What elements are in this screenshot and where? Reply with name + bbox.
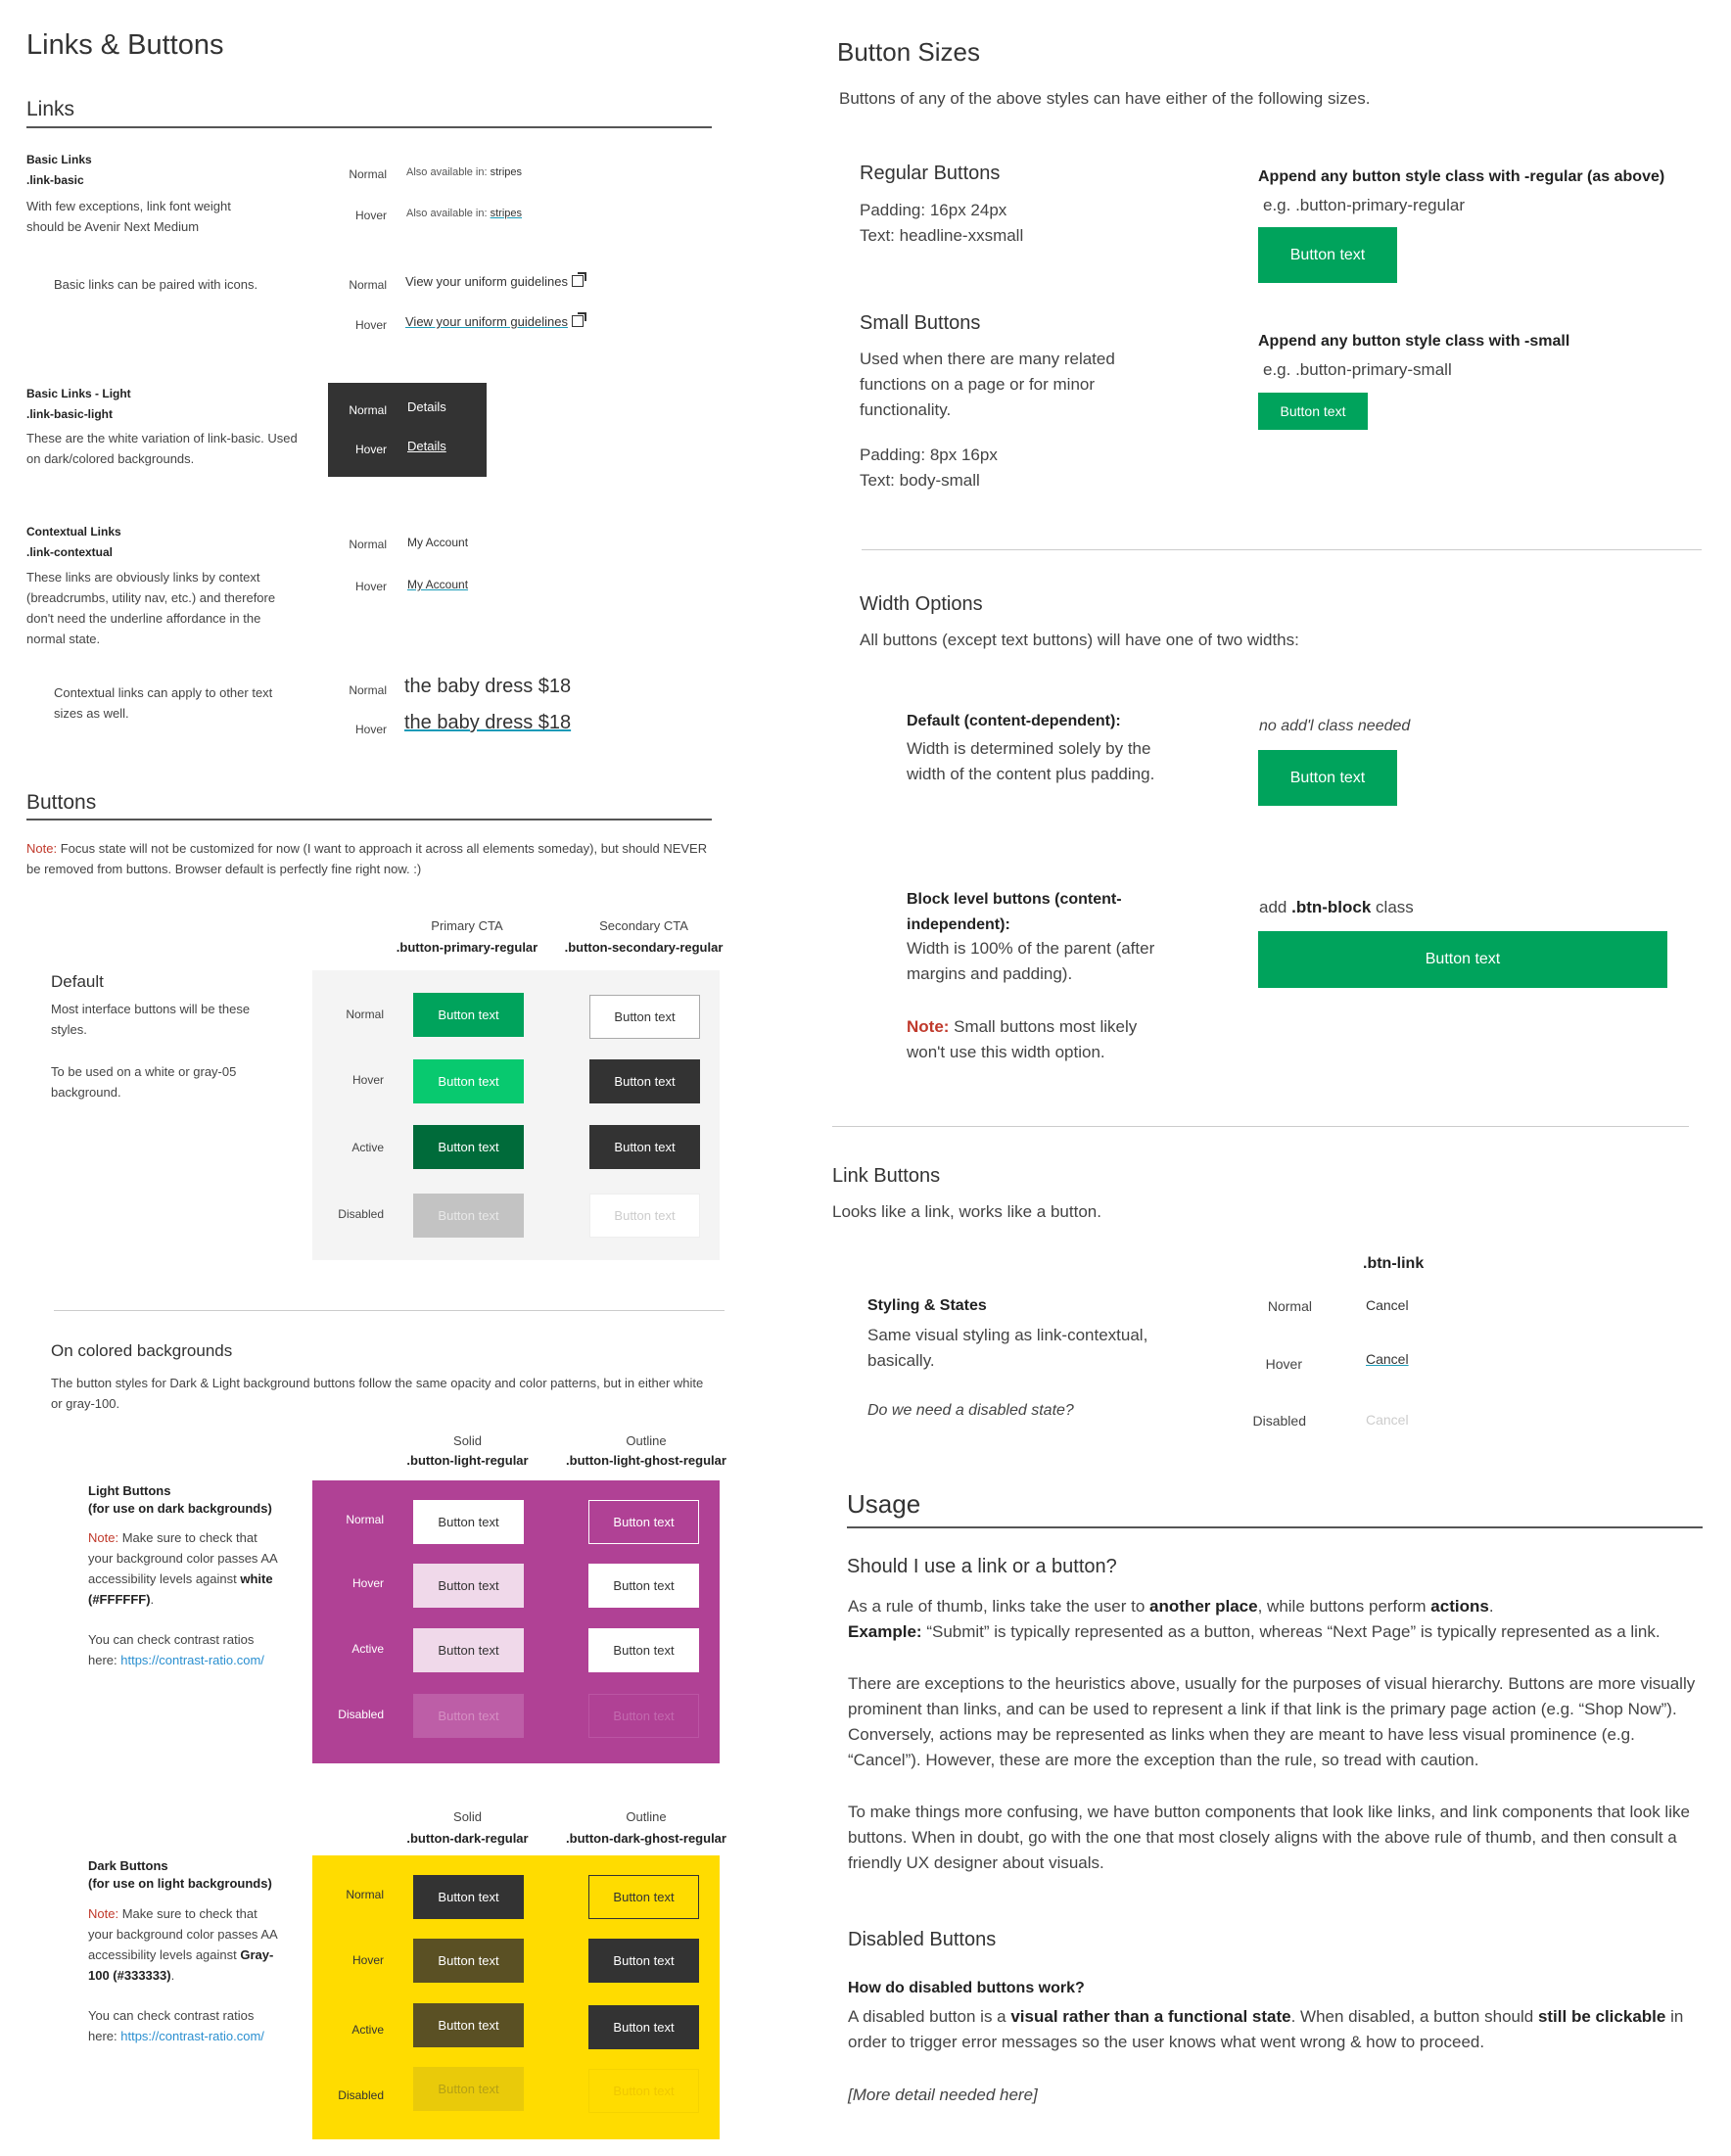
small-buttons-desc: Used when there are many related functions on a page or for minor functionality. xyxy=(860,350,1115,419)
cancel-link-button[interactable]: Cancel xyxy=(1366,1297,1409,1313)
my-account-link[interactable]: My Account xyxy=(407,536,469,549)
dark-ghost-button-hover[interactable]: Button text xyxy=(588,1939,699,1983)
solid-label: Solid xyxy=(453,1433,482,1448)
state-normal: Normal xyxy=(349,403,387,417)
usage-exceptions: There are exceptions to the heuristics above, usually for the purposes of visual hierarchy. Buttons are more visually prominent than links, and can be used to represent a link if that link is the primary page action (e.g. “Shop Now”). Conversely, actions may be represented as links when they are meant to have less visual prominence (e.g. “Cancel”). However, these are more the exception than the rule, so tread with caution. xyxy=(848,1674,1696,1769)
state-disabled: Disabled xyxy=(338,2088,384,2102)
light-links-title: Basic Links - Light xyxy=(26,387,131,400)
dark-button-normal[interactable]: Button text xyxy=(413,1875,524,1919)
dark-buttons-check: You can check contrast ratios here: https://contrast-ratio.com/ xyxy=(88,2008,264,2043)
state-hover: Hover xyxy=(354,723,387,736)
small-example-button[interactable]: Button text xyxy=(1258,393,1368,430)
light-outline-class: .button-light-ghost-regular xyxy=(566,1453,726,1468)
light-button-normal[interactable]: Button text xyxy=(413,1500,524,1544)
styling-states-desc: Same visual styling as link-contextual, basically. xyxy=(867,1326,1148,1370)
secondary-button-active[interactable]: Button text xyxy=(589,1125,700,1169)
stripes-link[interactable]: stripes xyxy=(490,208,523,219)
state-normal: Normal xyxy=(346,1008,384,1021)
contextual-links-title: Contextual Links xyxy=(26,525,121,539)
contrast-ratio-link[interactable]: https://contrast-ratio.com/ xyxy=(120,1653,264,1667)
dark-buttons-note: Note: Make sure to check that your background color passes AA accessibility levels against Gray-100 (#333333). xyxy=(88,1906,277,1983)
divider xyxy=(832,1126,1689,1127)
dark-button-disabled: Button text xyxy=(413,2067,524,2111)
block-width-desc: Width is 100% of the parent (after margins and padding). xyxy=(907,939,1155,983)
regular-append: Append any button style class with -regular (as above) xyxy=(1258,168,1665,185)
also-available-label: Also available in: xyxy=(406,208,488,219)
light-ghost-button-active[interactable]: Button text xyxy=(588,1628,699,1672)
light-buttons-title: Light Buttons xyxy=(88,1483,171,1498)
state-active: Active xyxy=(351,1141,384,1154)
state-normal: Normal xyxy=(346,1888,384,1901)
buttons-rule xyxy=(26,819,712,820)
state-disabled: Disabled xyxy=(1252,1413,1306,1429)
small-buttons-title: Small Buttons xyxy=(860,312,981,334)
secondary-button-normal[interactable]: Button text xyxy=(589,995,700,1039)
text-sizes-desc: Contextual links can apply to other text sizes as well. xyxy=(54,685,273,721)
regular-text: Text: headline-xxsmall xyxy=(860,226,1024,245)
divider xyxy=(862,549,1702,550)
cancel-link-button-hover[interactable]: Cancel xyxy=(1366,1351,1409,1367)
secondary-button-disabled: Button text xyxy=(589,1194,700,1238)
dark-button-hover[interactable]: Button text xyxy=(413,1939,524,1983)
block-width-title: Block level buttons (content-independent): xyxy=(907,891,1122,933)
disabled-question: How do disabled buttons work? xyxy=(848,1980,1085,1996)
state-hover: Hover xyxy=(354,443,387,456)
disabled-buttons-title: Disabled Buttons xyxy=(848,1929,997,1950)
link-buttons-title: Link Buttons xyxy=(832,1165,941,1187)
light-solid-class: .button-light-regular xyxy=(406,1453,529,1468)
divider xyxy=(54,1310,725,1311)
small-example: e.g. .button-primary-small xyxy=(1263,360,1452,379)
styling-states-title: Styling & States xyxy=(867,1297,987,1314)
default-title: Default xyxy=(51,972,104,991)
usage-title: Usage xyxy=(847,1489,921,1519)
state-normal: Normal xyxy=(346,1513,384,1526)
primary-button-normal[interactable]: Button text xyxy=(413,993,524,1037)
basic-links-class: .link-basic xyxy=(26,173,84,187)
button-sizes-intro: Buttons of any of the above styles can have either of the following sizes. xyxy=(839,89,1371,108)
page-title: Links & Buttons xyxy=(26,29,224,61)
contrast-ratio-link[interactable]: https://contrast-ratio.com/ xyxy=(120,2029,264,2043)
small-padding: Padding: 8px 16px xyxy=(860,445,998,464)
outline-label: Outline xyxy=(626,1433,667,1448)
external-link-icon xyxy=(572,315,584,327)
state-hover: Hover xyxy=(351,1953,384,1967)
cancel-link-button-disabled: Cancel xyxy=(1366,1412,1409,1428)
dark-solid-class: .button-dark-regular xyxy=(406,1831,529,1846)
stripes-link[interactable]: stripes xyxy=(490,166,523,178)
state-normal: Normal xyxy=(1267,1298,1312,1314)
primary-button-disabled: Button text xyxy=(413,1194,524,1238)
light-buttons-subtitle: (for use on dark backgrounds) xyxy=(88,1501,272,1516)
light-ghost-button-disabled: Button text xyxy=(588,1694,699,1738)
basic-hover-example xyxy=(406,208,522,219)
usage-rule-of-thumb: As a rule of thumb, links take the user to another place, while buttons perform actions. Example: “Submit” is typically represented as a button, whereas “Next Page” is typically represented as a link. xyxy=(848,1597,1661,1641)
state-hover: Hover xyxy=(1265,1356,1302,1372)
width-options-intro: All buttons (except text buttons) will have one of two widths: xyxy=(860,631,1299,649)
uniform-guidelines-link[interactable]: View your uniform guidelines xyxy=(405,274,584,289)
primary-button-hover[interactable]: Button text xyxy=(413,1059,524,1103)
regular-padding: Padding: 16px 24px xyxy=(860,201,1007,219)
contextual-links-class: .link-contextual xyxy=(26,545,114,559)
state-hover: Hover xyxy=(351,1576,384,1590)
state-normal: Normal xyxy=(349,278,387,292)
details-link-hover[interactable]: Details xyxy=(407,439,446,453)
links-rule xyxy=(26,126,712,128)
basic-links-desc: With few exceptions, link font weight should be Avenir Next Medium xyxy=(26,199,231,234)
external-link-icon xyxy=(572,275,584,287)
light-links-class: .link-basic-light xyxy=(26,407,114,421)
light-links-desc: These are the white variation of link-basic. Used on dark/colored backgrounds. xyxy=(26,431,298,466)
uniform-guidelines-link-hover[interactable]: View your uniform guidelines xyxy=(405,314,584,329)
icons-desc: Basic links can be paired with icons. xyxy=(54,277,258,292)
dark-ghost-button-normal[interactable]: Button text xyxy=(588,1875,699,1919)
colored-desc: The button styles for Dark & Light background buttons follow the same opacity and color patterns, but in either white or gray-100. xyxy=(51,1376,704,1411)
state-disabled: Disabled xyxy=(338,1708,384,1721)
state-normal: Normal xyxy=(349,683,387,697)
width-options-title: Width Options xyxy=(860,593,983,615)
light-button-active[interactable]: Button text xyxy=(413,1628,524,1672)
default-width-button[interactable]: Button text xyxy=(1258,750,1397,806)
state-active: Active xyxy=(351,2023,384,2037)
basic-links-title: Basic Links xyxy=(26,153,92,166)
links-heading: Links xyxy=(26,98,75,120)
outline-label: Outline xyxy=(626,1809,667,1824)
state-hover: Hover xyxy=(351,1073,384,1087)
button-sizes-title: Button Sizes xyxy=(837,37,980,67)
buttons-heading: Buttons xyxy=(26,791,97,814)
baby-dress-link-hover[interactable]: the baby dress $18 xyxy=(404,712,572,733)
state-normal: Normal xyxy=(349,167,387,181)
light-buttons-check: You can check contrast ratios here: https://contrast-ratio.com/ xyxy=(88,1632,264,1667)
default-width-desc: Width is determined solely by the width of the content plus padding. xyxy=(907,739,1155,783)
state-hover: Hover xyxy=(354,209,387,222)
secondary-cta-label: Secondary CTA xyxy=(599,918,688,933)
btn-link-class: .btn-link xyxy=(1363,1255,1425,1272)
disabled-answer: A disabled button is a visual rather than a functional state. When disabled, a button should still be clickable in order to trigger error messages so the user knows what went wrong & how to proceed. xyxy=(848,2007,1684,2051)
small-text: Text: body-small xyxy=(860,471,980,490)
dark-outline-class: .button-dark-ghost-regular xyxy=(566,1831,726,1846)
colored-title: On colored backgrounds xyxy=(51,1341,233,1360)
dark-buttons-subtitle: (for use on light backgrounds) xyxy=(88,1876,272,1891)
light-ghost-button-hover[interactable]: Button text xyxy=(588,1564,699,1608)
baby-dress-link[interactable]: the baby dress $18 xyxy=(404,676,572,697)
also-available-label: Also available in: xyxy=(406,166,488,178)
details-link[interactable]: Details xyxy=(407,399,446,414)
dark-link-panel xyxy=(328,383,487,477)
default-desc-2: To be used on a white or gray-05 background. xyxy=(51,1064,237,1100)
dark-button-active[interactable]: Button text xyxy=(413,2003,524,2047)
light-ghost-button-normal[interactable]: Button text xyxy=(588,1500,699,1544)
usage-rule xyxy=(847,1526,1703,1528)
state-hover: Hover xyxy=(354,318,387,332)
small-append: Append any button style class with -small xyxy=(1258,333,1570,350)
usage-confusing: To make things more confusing, we have button components that look like links, and link components that look like buttons. When in doubt, go with the one that most closely aligns with the above rule of thumb, and then consult a friendly UX designer about visuals. xyxy=(848,1803,1690,1872)
add-block-class: add .btn-block class xyxy=(1259,898,1414,916)
primary-button-active[interactable]: Button text xyxy=(413,1125,524,1169)
regular-example-button[interactable]: Button text xyxy=(1258,227,1397,283)
dark-ghost-button-active[interactable]: Button text xyxy=(588,2005,699,2049)
primary-cta-label: Primary CTA xyxy=(431,918,503,933)
buttons-note: Note: Focus state will not be customized for now (I want to approach it across all elements someday), but should NEVER be removed from buttons. Browser default is perfectly fine right now. :) xyxy=(26,841,708,876)
basic-normal-example xyxy=(406,166,522,178)
default-desc-1: Most interface buttons will be these styles. xyxy=(51,1002,251,1037)
disabled-state-question: Do we need a disabled state? xyxy=(867,1402,1074,1419)
contextual-links-desc: These links are obviously links by context (breadcrumbs, utility nav, etc.) and therefore don't need the underline affordance in the normal state. xyxy=(26,570,276,646)
more-detail-needed: [More detail needed here] xyxy=(848,2086,1038,2104)
no-class-needed: no add'l class needed xyxy=(1259,718,1411,734)
light-buttons-note: Note: Make sure to check that your background color passes AA accessibility levels against white (#FFFFFF). xyxy=(88,1530,277,1607)
light-button-hover[interactable]: Button text xyxy=(413,1564,524,1608)
secondary-cta-class: .button-secondary-regular xyxy=(564,940,724,955)
regular-example: e.g. .button-primary-regular xyxy=(1263,196,1465,214)
state-normal: Normal xyxy=(349,538,387,551)
light-button-disabled: Button text xyxy=(413,1694,524,1738)
block-width-note: Note: Small buttons most likely won't use this width option. xyxy=(907,1017,1138,1061)
primary-cta-class: .button-primary-regular xyxy=(396,940,538,955)
state-hover: Hover xyxy=(354,580,387,593)
link-buttons-intro: Looks like a link, works like a button. xyxy=(832,1202,1101,1221)
dark-buttons-title: Dark Buttons xyxy=(88,1858,168,1873)
block-width-button[interactable]: Button text xyxy=(1258,931,1667,988)
state-disabled: Disabled xyxy=(338,1207,384,1221)
dark-ghost-button-disabled: Button text xyxy=(588,2069,699,2113)
state-active: Active xyxy=(351,1642,384,1656)
regular-buttons-title: Regular Buttons xyxy=(860,163,1001,184)
usage-question: Should I use a link or a button? xyxy=(847,1556,1117,1577)
default-width-title: Default (content-dependent): xyxy=(907,713,1121,729)
my-account-link-hover[interactable]: My Account xyxy=(407,578,469,591)
secondary-button-hover[interactable]: Button text xyxy=(589,1059,700,1103)
solid-label: Solid xyxy=(453,1809,482,1824)
